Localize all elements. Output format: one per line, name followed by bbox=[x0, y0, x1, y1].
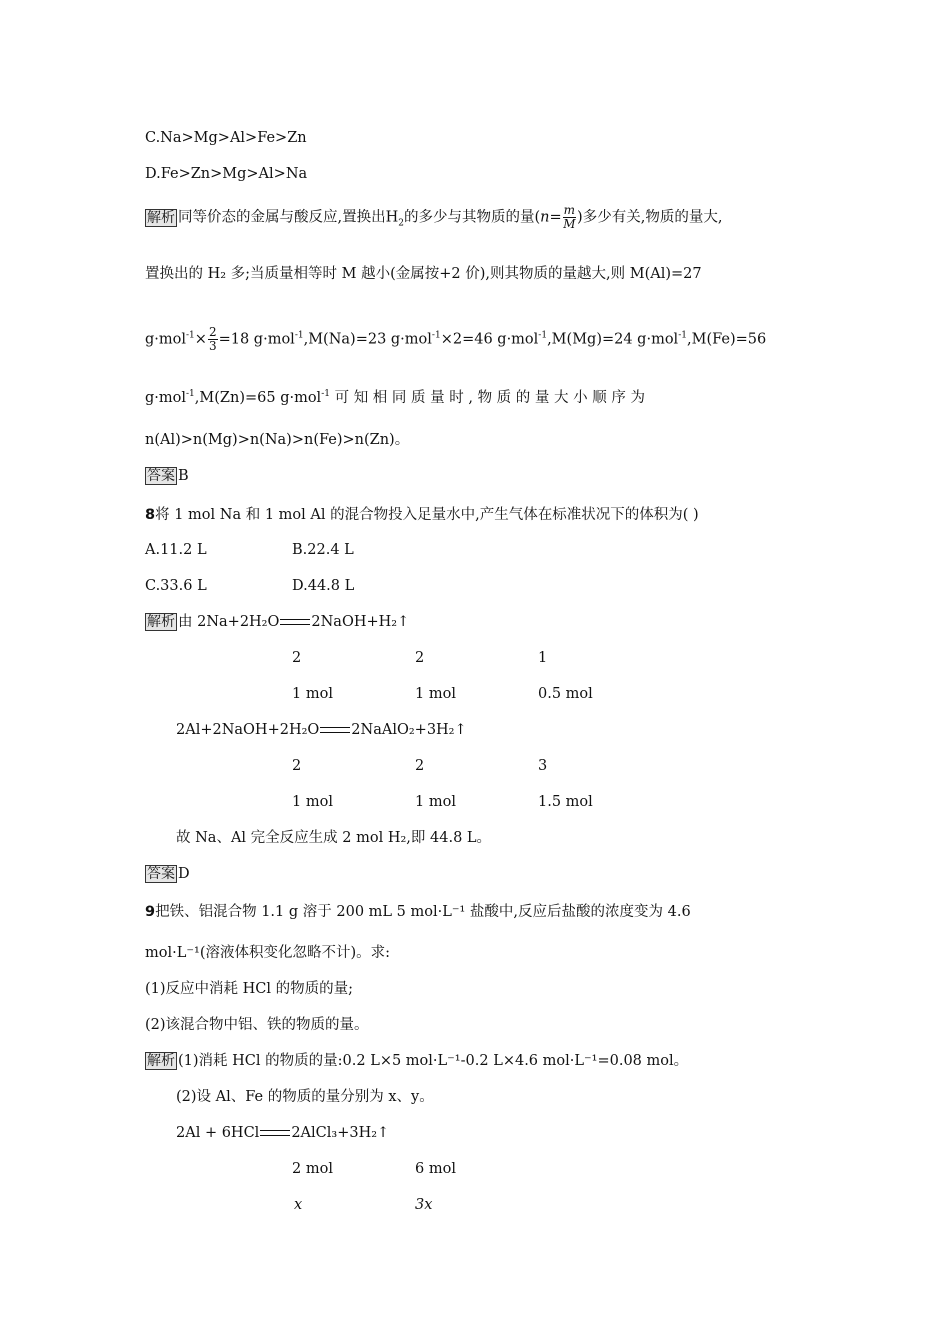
equals-sign bbox=[320, 727, 350, 733]
q8-option-c: C.33.6 L bbox=[145, 578, 207, 594]
q8-stem: 8将 1 mol Na 和 1 mol Al 的混合物投入足量水中,产生气体在标准状况下的体积为( ) bbox=[145, 507, 699, 523]
q7-explanation-line4: g·mol$^{-1}$,M(Zn)=65 g·mol$^{-1}$ 可 知 相 同 质 量 时 , 物 质 的 量 大 小 顺 序 为 bbox=[145, 389, 645, 406]
equals-sign bbox=[260, 1130, 290, 1136]
option-d-prev: D.Fe>Zn>Mg>Al>Na bbox=[145, 166, 308, 182]
answer-tag: 答案 bbox=[147, 468, 175, 484]
question-number: 8 bbox=[145, 507, 156, 523]
option-c-prev: C.Na>Mg>Al>Fe>Zn bbox=[145, 130, 307, 146]
analysis-tag: 解析 bbox=[147, 209, 175, 226]
q8-option-b: B.22.4 L bbox=[292, 542, 354, 558]
q8-option-a: A.11.2 L bbox=[145, 542, 207, 558]
q9-explanation-1: 解析 (1)消耗 HCl 的物质的量:0.2 L×5 mol·L⁻¹-0.2 L×4.6 mol·L⁻¹=0.08 mol。 bbox=[147, 1053, 689, 1069]
q8-equation1: 解析 由 2Na+2H₂O 2NaOH+H₂↑ bbox=[147, 614, 410, 630]
q9-explanation-2: (2)设 Al、Fe 的物质的量分别为 x、y。 bbox=[176, 1089, 434, 1105]
q7-answer: 答案 B bbox=[147, 468, 189, 484]
analysis-tag: 解析 bbox=[147, 1053, 175, 1069]
q8-conclusion: 故 Na、Al 完全反应生成 2 mol H₂,即 44.8 L。 bbox=[176, 830, 492, 846]
q9-stem-line1: 9把铁、铝混合物 1.1 g 溶于 200 mL 5 mol·L⁻¹ 盐酸中,反应后盐酸的浓度变为 4.6 bbox=[145, 904, 691, 920]
q8-answer: 答案 D bbox=[147, 866, 190, 882]
q7-explanation-line5: n(Al)>n(Mg)>n(Na)>n(Fe)>n(Zn)。 bbox=[145, 432, 410, 448]
q7-explanation-line1: 解析 同等价态的金属与酸反应,置换出$H_2$的多少与其物质的量(n= $\frac{m}{M}$ )多少有关,物质的量大, bbox=[147, 203, 723, 231]
answer-tag: 答案 bbox=[147, 866, 175, 882]
q9-subquestion-1: (1)反应中消耗 HCl 的物质的量; bbox=[145, 981, 354, 997]
question-number: 9 bbox=[145, 904, 156, 920]
fraction-2-over-3: $\frac{2}{3}$ bbox=[208, 325, 217, 353]
equals-sign bbox=[280, 619, 310, 625]
q9-equation: 2Al + 6HCl 2AlCl₃+3H₂↑ bbox=[176, 1125, 390, 1141]
q9-subquestion-2: (2)该混合物中铝、铁的物质的量。 bbox=[145, 1017, 369, 1033]
q7-explanation-line3: g·mol$^{-1}$× $\frac{2}{3}$ =18 g·mol$^{-1}$,M(Na)=23 g·mol$^{-1}$×2=46 g·mol$^{-1}$,M(Mg)=24 g·mol$^{-1}$,M(Fe)=56 bbox=[145, 325, 767, 353]
analysis-tag: 解析 bbox=[147, 614, 175, 630]
q8-equation2: 2Al+2NaOH+2H₂O 2NaAlO₂+3H₂↑ bbox=[176, 722, 467, 738]
q7-explanation-line2: 置换出的 H₂ 多;当质量相等时 M 越小(金属按+2 价),则其物质的量越大,则 M(Al)=27 bbox=[145, 266, 702, 282]
q8-option-d: D.44.8 L bbox=[292, 578, 355, 594]
fraction-m-over-M: $\frac{m}{M}$ bbox=[563, 203, 576, 231]
q9-stem-line2: mol·L⁻¹(溶液体积变化忽略不计)。求: bbox=[145, 945, 391, 961]
